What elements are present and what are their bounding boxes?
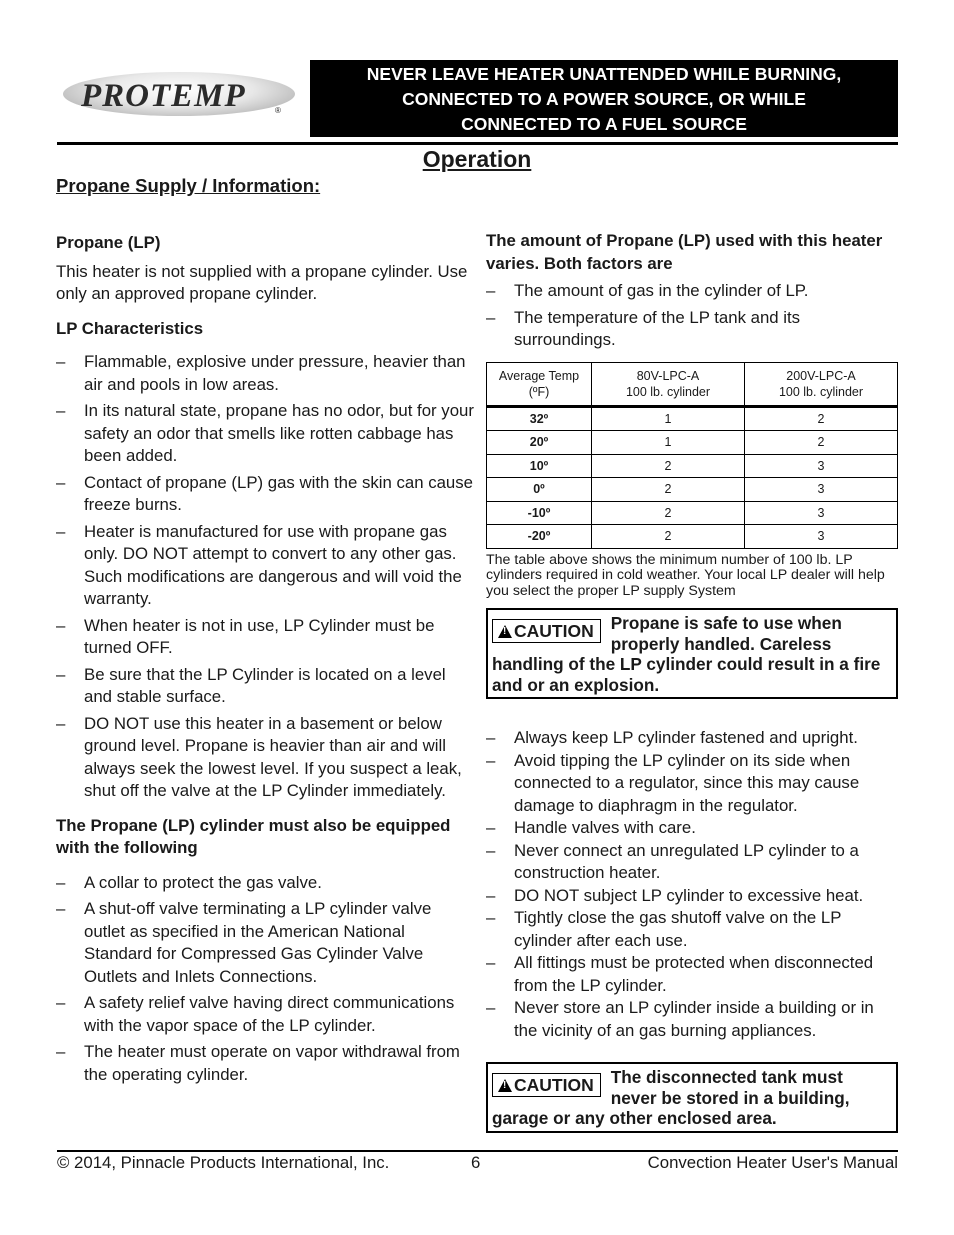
table-row	[487, 525, 898, 549]
safety-warning-banner	[310, 60, 898, 137]
list-item: – Handle valves with care.	[486, 817, 898, 840]
page-title: Operation	[422, 146, 532, 172]
list-item: – Never connect an unregulated LP cylinder to a construction heater.	[486, 840, 898, 885]
caution-text: Propane is safe to use when properly handled. Careless handling of the LP cylinder could result in a fire and or an explosion.	[492, 613, 881, 695]
table-cell: 32º	[487, 406, 592, 431]
warning-triangle-icon: !	[498, 625, 512, 638]
lp-characteristics-heading: LP Characteristics	[56, 318, 204, 338]
right-column	[486, 230, 898, 1133]
footer-rule	[57, 1150, 898, 1152]
cylinder-safety-list	[486, 727, 898, 1042]
footer-page-number: 6	[471, 1153, 481, 1172]
left-column	[56, 232, 474, 1086]
brand-logo	[57, 62, 300, 128]
table-cell: 1	[592, 406, 745, 431]
list-item: – Contact of propane (LP) gas with the skin can cause freeze burns.	[56, 472, 474, 517]
cylinder-requirements-table	[486, 362, 898, 549]
table-row	[487, 406, 898, 431]
list-item: – Always keep LP cylinder fastened and upright.	[486, 727, 898, 750]
list-item: – In its natural state, propane has no odor, but for your safety an odor that smells like rotten cabbage has been added.	[56, 400, 474, 468]
warning-line: CONNECTED TO A POWER SOURCE, OR WHILE	[402, 89, 806, 109]
list-item: – A collar to protect the gas valve.	[56, 872, 474, 895]
registered-mark: ®	[275, 106, 281, 115]
table-header-row	[487, 362, 898, 406]
table-cell: 2	[745, 431, 898, 455]
caution-text: The disconnected tank must never be stored in a building, garage or any other enclosed area.	[492, 1067, 850, 1128]
table-row	[487, 478, 898, 502]
table-note: The table above shows the minimum number of 100 lb. LP cylinders required in cold weather. Your local LP dealer will help you select the proper LP supply System	[486, 551, 885, 599]
list-item: – A safety relief valve having direct communications with the vapor space of the LP cylinder.	[56, 992, 474, 1037]
table-cell: 2	[745, 406, 898, 431]
propane-heading: Propane (LP)	[56, 233, 161, 252]
list-item: – Tightly close the gas shutoff valve on the LP cylinder after each use.	[486, 907, 898, 952]
table-cell: 2	[592, 454, 745, 478]
list-item: – The amount of gas in the cylinder of LP.	[486, 280, 898, 303]
table-cell: 3	[745, 501, 898, 525]
table-cell: 20º	[487, 431, 592, 455]
list-item: – The heater must operate on vapor withdrawal from the operating cylinder.	[56, 1041, 474, 1086]
list-item: – Be sure that the LP Cylinder is located on a level and stable surface.	[56, 664, 474, 709]
list-item: – DO NOT subject LP cylinder to excessive heat.	[486, 885, 898, 908]
header-cell-200v: 200V-LPC-A 100 lb. cylinder	[745, 362, 898, 406]
table-cell: 3	[745, 454, 898, 478]
table-cell: -20º	[487, 525, 592, 549]
list-item: – Avoid tipping the LP cylinder on its side when connected to a regulator, since this may cause damage to diaphragm in the regulator.	[486, 750, 898, 818]
list-item: – DO NOT use this heater in a basement or below ground level. Propane is heavier than air and will always seek the lowest level. If you suspect a leak, shut off the valve at the LP Cylinder immediately.	[56, 713, 474, 803]
warning-triangle-icon: !	[498, 1079, 512, 1092]
caution-label: ! CAUTION	[492, 1073, 601, 1097]
equipment-heading: The Propane (LP) cylinder must also be equipped with the following	[56, 815, 451, 857]
propane-text: This heater is not supplied with a propane cylinder. Use only an approved propane cylinder.	[56, 261, 468, 303]
table-cell: 2	[592, 478, 745, 502]
table-cell: 3	[745, 478, 898, 502]
header-cell-80v: 80V-LPC-A 100 lb. cylinder	[592, 362, 745, 406]
table-cell: 1	[592, 431, 745, 455]
table-cell: 2	[592, 525, 745, 549]
list-item: – When heater is not in use, LP Cylinder must be turned OFF.	[56, 615, 474, 660]
list-item: – All fittings must be protected when disconnected from the LP cylinder.	[486, 952, 898, 997]
section-title: Propane Supply / Information:	[56, 175, 321, 196]
logo-wordmark: PROTEMP	[81, 78, 246, 114]
warning-line: CONNECTED TO A FUEL SOURCE	[461, 114, 747, 134]
table-cell: -10º	[487, 501, 592, 525]
list-item: – Heater is manufactured for use with propane gas only. DO NOT attempt to convert to any other gas. Such modifications are dangerous and will void the warranty.	[56, 521, 474, 611]
table-row	[487, 454, 898, 478]
table-cell: 2	[592, 501, 745, 525]
list-item: – Flammable, explosive under pressure, heavier than air and pools in low areas.	[56, 351, 474, 396]
equipment-list	[56, 872, 474, 1087]
footer-copyright: © 2014, Pinnacle Products International, Inc.	[57, 1153, 390, 1172]
warning-line: NEVER LEAVE HEATER UNATTENDED WHILE BURNING,	[366, 64, 842, 84]
list-item: – The temperature of the LP tank and its surroundings.	[486, 307, 898, 352]
list-item: – Never store an LP cylinder inside a building or in the vicinity of an gas burning appliances.	[486, 997, 898, 1042]
header-rule	[57, 142, 898, 145]
amount-heading: The amount of Propane (LP) used with this heater varies. Both factors are	[486, 231, 883, 273]
lp-characteristics-list	[56, 351, 474, 803]
caution-box-storage	[486, 1062, 898, 1133]
footer-manual-title: Convection Heater User's Manual	[647, 1153, 898, 1172]
table-row	[487, 431, 898, 455]
table-row	[487, 501, 898, 525]
table-cell: 0º	[487, 478, 592, 502]
caution-box-propane	[486, 608, 898, 699]
caution-label: ! CAUTION	[492, 619, 601, 643]
list-item: – A shut-off valve terminating a LP cylinder valve outlet as specified in the American National Standard for Compressed Gas Cylinder Valve Outlets and Inlets Connections.	[56, 898, 474, 988]
table-cell: 10º	[487, 454, 592, 478]
amount-factors-list	[486, 280, 898, 352]
table-cell: 3	[745, 525, 898, 549]
header-cell-temp: Average Temp (ºF)	[487, 362, 592, 406]
